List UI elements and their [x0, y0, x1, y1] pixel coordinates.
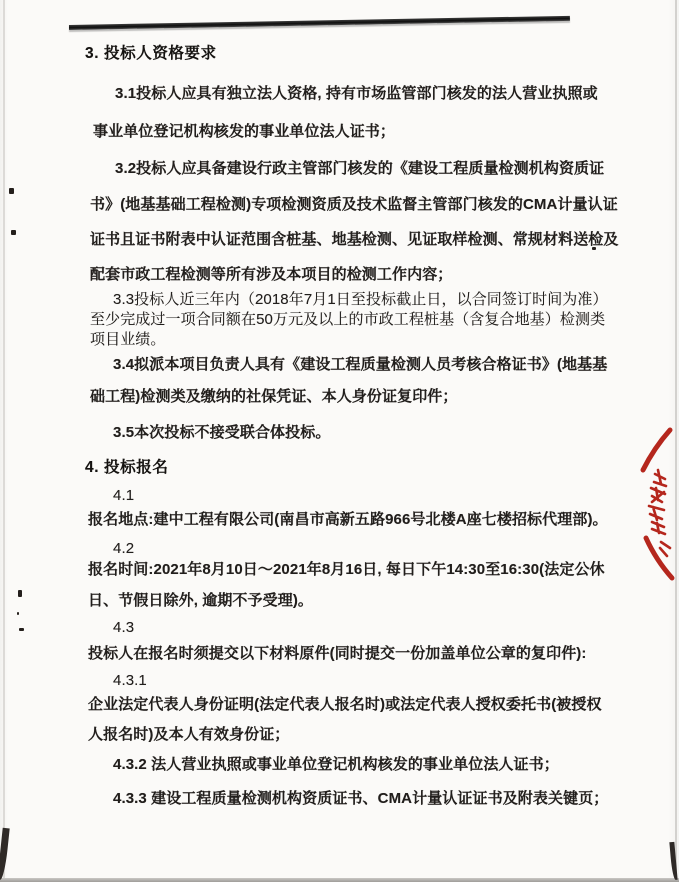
text-line: 4.3.2 法人营业执照或事业单位登记机构核发的事业单位法人证书； — [113, 756, 559, 773]
text-line: 投标人在报名时须提交以下材料原件(同时提交一份加盖单位公章的复印件): — [88, 645, 587, 662]
scan-speck — [11, 230, 16, 235]
scan-speck — [18, 590, 22, 597]
text-line: 础工程)检测类及缴纳的社保凭证、本人身份证复印件； — [90, 388, 458, 405]
text-line: 人报名时)及本人有效身份证； — [88, 726, 290, 743]
text-line: 3.1投标人应具有独立法人资格, 持有市场监管部门核发的法人营业执照或 — [115, 85, 598, 102]
text-line: 配套市政工程检测等所有涉及本项目的检测工作内容； — [90, 266, 453, 283]
scan-left-edge-line — [3, 0, 5, 882]
text-line: 企业法定代表人身份证明(法定代表人报名时)或法定代表人授权委托书(被授权 — [88, 696, 602, 713]
scan-speck — [9, 188, 14, 194]
text-line: 3.4拟派本项目负责人具有《建设工程质量检测人员考核合格证书》(地基基 — [113, 356, 608, 373]
text-line: 事业单位登记机构核发的事业单位法人证书； — [93, 123, 396, 140]
section-heading: 3. 投标人资格要求 — [85, 45, 217, 62]
text-line: 3.3投标人近三年内（2018年7月1日至投标截止日，以合同签订时间为准） — [113, 291, 608, 308]
scan-speck — [17, 612, 19, 615]
text-line: 4.3.3 建设工程质量检测机构资质证书、CMA计量认证证书及附表关键页； — [113, 790, 609, 807]
text-line: 项目业绩。 — [90, 331, 166, 348]
text-line: 报名地点:建中工程有限公司(南昌市高新五路966号北楼A座七楼招标代理部)。 — [88, 511, 608, 528]
scan-top-edge-line — [69, 16, 570, 30]
text-line: 4.1 — [113, 487, 135, 504]
text-line: 书》(地基基础工程检测)专项检测资质及技术监督主管部门核发的CMA计量认证 — [90, 196, 618, 213]
text-line: 4.2 — [113, 540, 135, 557]
scan-speck — [19, 628, 24, 631]
text-line: 报名时间:2021年8月10日～2021年8月16日, 每日下午14:30至16:30(法定公休 — [88, 561, 605, 578]
scan-bottom-edge-line — [0, 878, 679, 882]
red-seal-stamp-fragment — [625, 416, 679, 584]
text-line: 证书且证书附表中认证范围含桩基、地基检测、见证取样检测、常规材料送检及 — [90, 231, 619, 248]
text-line: 至少完成过一项合同额在50万元及以上的市政工程桩基（含复合地基）检测类 — [90, 311, 606, 328]
text-line: 日、节假日除外, 逾期不予受理)。 — [88, 592, 314, 609]
text-line: 3.5本次投标不接受联合体投标。 — [113, 424, 331, 441]
text-line: 4.3.1 — [113, 672, 147, 689]
section-heading: 4. 投标报名 — [85, 459, 169, 476]
text-line: 3.2投标人应具备建设行政主管部门核发的《建设工程质量检测机构资质证 — [115, 160, 605, 177]
text-line: 4.3 — [113, 619, 135, 636]
